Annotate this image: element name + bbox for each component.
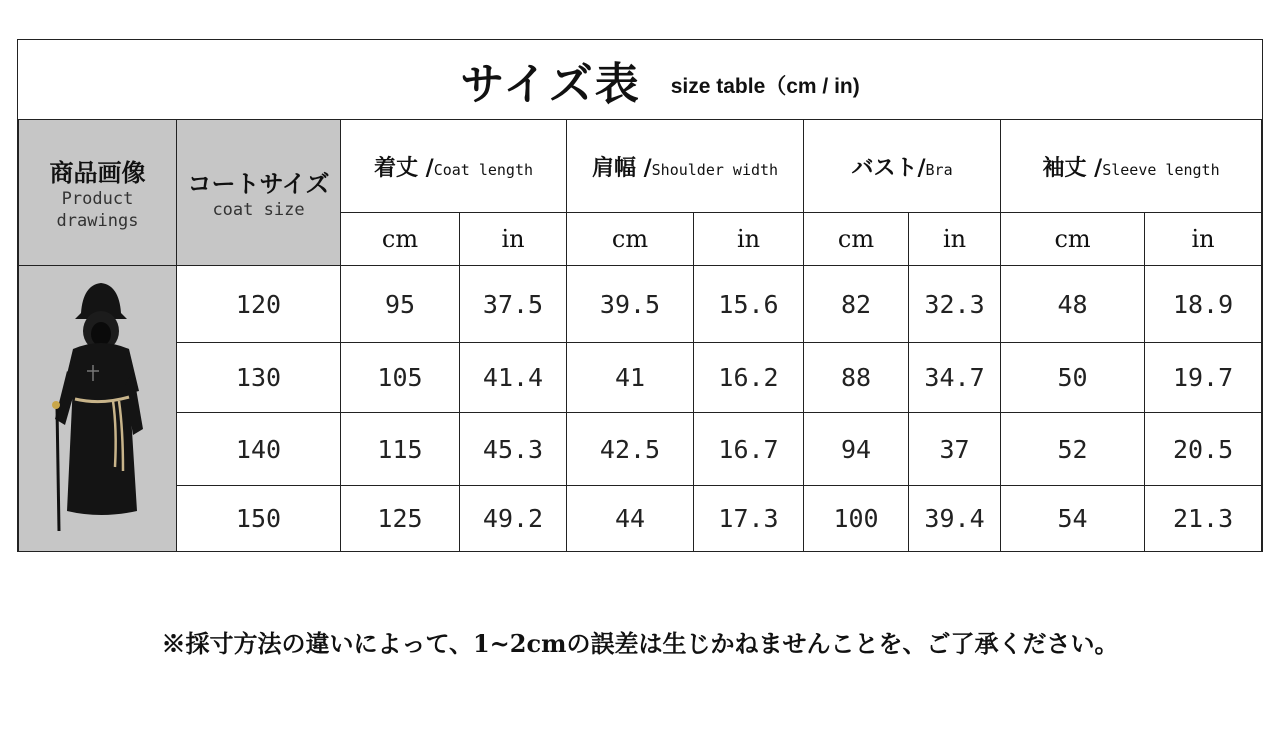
header-sleeve-length xyxy=(1001,120,1262,213)
size-chart xyxy=(17,39,1263,552)
header-shoulder-width xyxy=(567,120,804,213)
value-cell: 42.5 xyxy=(567,413,694,486)
value-cell: 39.5 xyxy=(567,266,694,343)
product-image xyxy=(19,266,177,552)
size-table xyxy=(18,119,1262,552)
group-label-en: Bra xyxy=(925,160,953,179)
header-product xyxy=(19,120,177,266)
table-row xyxy=(19,486,1262,552)
value-cell: 82 xyxy=(804,266,909,343)
title-main: サイズ表 xyxy=(460,58,641,110)
header-product-en2: drawings xyxy=(56,211,139,231)
value-cell: 37.5 xyxy=(460,266,567,343)
title-row xyxy=(18,40,1262,120)
header-product-en1: Product xyxy=(61,189,134,209)
value-cell: 41 xyxy=(567,343,694,413)
value-cell: 105 xyxy=(341,343,460,413)
group-label-jp: 着丈 / xyxy=(373,154,434,181)
unit-in: in xyxy=(1145,213,1262,266)
value-cell: 20.5 xyxy=(1145,413,1262,486)
value-cell: 41.4 xyxy=(460,343,567,413)
value-cell: 21.3 xyxy=(1145,486,1262,552)
value-cell: 49.2 xyxy=(460,486,567,552)
measurement-note: ※採寸方法の違いによって、1~2cmの誤差は生じかねませんことを、ご了承ください。 xyxy=(161,629,1119,658)
value-cell: 18.9 xyxy=(1145,266,1262,343)
value-cell: 34.7 xyxy=(909,343,1001,413)
group-label-en: Coat length xyxy=(433,160,534,179)
unit-cm: cm xyxy=(341,213,460,266)
size-cell: 120 xyxy=(177,266,341,343)
value-cell: 37 xyxy=(909,413,1001,486)
header-product-jp: 商品画像 xyxy=(49,158,146,187)
size-cell: 130 xyxy=(177,343,341,413)
value-cell: 32.3 xyxy=(909,266,1001,343)
value-cell: 48 xyxy=(1001,266,1145,343)
group-label-en: Sleeve length xyxy=(1102,160,1220,179)
value-cell: 16.7 xyxy=(694,413,804,486)
group-label-jp: バスト/ xyxy=(851,154,926,181)
size-cell: 140 xyxy=(177,413,341,486)
value-cell: 39.4 xyxy=(909,486,1001,552)
value-cell: 52 xyxy=(1001,413,1145,486)
title-sub: size table（cm / in) xyxy=(670,74,860,98)
unit-in: in xyxy=(909,213,1001,266)
table-row xyxy=(19,343,1262,413)
table-row xyxy=(19,266,1262,343)
group-label-jp: 袖丈 / xyxy=(1042,154,1103,181)
value-cell: 125 xyxy=(341,486,460,552)
value-cell: 45.3 xyxy=(460,413,567,486)
value-cell: 19.7 xyxy=(1145,343,1262,413)
unit-cm: cm xyxy=(1001,213,1145,266)
unit-cm: cm xyxy=(804,213,909,266)
header-coat-size xyxy=(177,120,341,266)
value-cell: 88 xyxy=(804,343,909,413)
table-row xyxy=(19,413,1262,486)
unit-cm: cm xyxy=(567,213,694,266)
size-cell: 150 xyxy=(177,486,341,552)
group-label-jp: 肩幅 / xyxy=(591,154,652,181)
value-cell: 44 xyxy=(567,486,694,552)
value-cell: 100 xyxy=(804,486,909,552)
value-cell: 17.3 xyxy=(694,486,804,552)
value-cell: 115 xyxy=(341,413,460,486)
group-label-en: Shoulder width xyxy=(651,160,779,179)
value-cell: 16.2 xyxy=(694,343,804,413)
value-cell: 50 xyxy=(1001,343,1145,413)
unit-in: in xyxy=(460,213,567,266)
value-cell: 15.6 xyxy=(694,266,804,343)
header-size-en: coat size xyxy=(212,200,305,220)
value-cell: 54 xyxy=(1001,486,1145,552)
header-bust xyxy=(804,120,1001,213)
robe-figure-icon xyxy=(43,279,153,539)
header-size-jp: コートサイズ xyxy=(187,169,330,198)
value-cell: 95 xyxy=(341,266,460,343)
value-cell: 94 xyxy=(804,413,909,486)
header-coat-length xyxy=(341,120,567,213)
unit-in: in xyxy=(694,213,804,266)
